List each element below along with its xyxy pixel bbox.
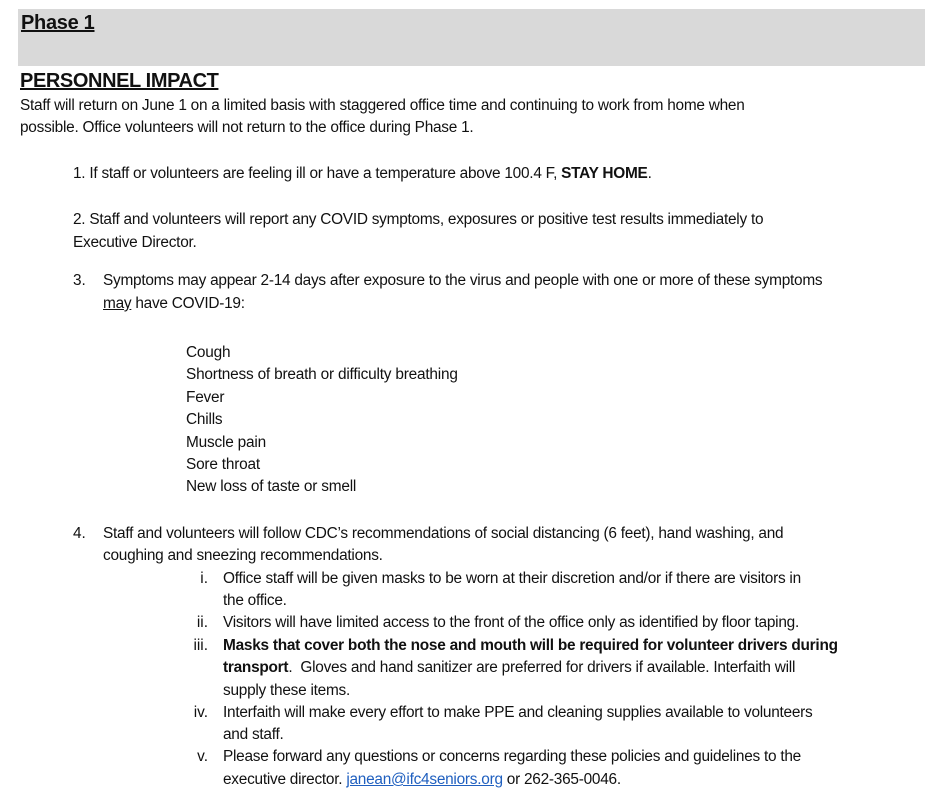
email-link[interactable]: janean@ifc4seniors.org (346, 771, 503, 788)
item-2-line-1: 2. Staff and volunteers will report any COVID symptoms, exposures or positive test results immediately to (73, 211, 764, 228)
subitem-iii-marker: iii. (193, 637, 208, 654)
item-4-line-2: coughing and sneezing recommendations. (103, 547, 383, 564)
item-1-bold: STAY HOME (561, 165, 648, 182)
subitem-v-line-2-end: or 262-365-0046. (502, 771, 621, 788)
symptom-item: Sore throat (186, 456, 260, 473)
subitem-i-line-1: Office staff will be given masks to be worn at their discretion and/or if there are visitors in (223, 570, 801, 587)
subitem-iii-line-2-rest: . Gloves and hand sanitizer are preferred for drivers if available. Interfaith will (288, 659, 796, 676)
subitem-ii-marker: ii. (196, 614, 208, 631)
item-3-number: 3. (73, 272, 86, 289)
item-4-line-1: Staff and volunteers will follow CDC’s recommendations of social distancing (6 feet), hand washing, and (103, 525, 784, 542)
item-3-line-2 (103, 293, 245, 315)
symptom-item: Shortness of breath or difficulty breathing (186, 366, 458, 383)
subitem-iv-marker: iv. (193, 704, 208, 721)
subitem-iii-line-1: Masks that cover both the nose and mouth will be required for volunteer drivers during (223, 637, 838, 654)
subitem-v-marker: v. (197, 748, 208, 765)
symptom-item: Fever (186, 389, 225, 406)
subitem-iii-line-3: supply these items. (223, 682, 350, 699)
section-title: PERSONNEL IMPACT (20, 70, 219, 92)
item-3-underlined-word: may (103, 295, 132, 312)
subitem-ii-line-1: Visitors will have limited access to the front of the office only as identified by floor taping. (223, 614, 799, 631)
item-1-text: 1. If staff or volunteers are feeling ill or have a temperature above 100.4 F, (73, 165, 562, 182)
subitem-iv-line-2: and staff. (223, 726, 284, 743)
subitem-iv-line-1: Interfaith will make every effort to make PPE and cleaning supplies available to volunteers (223, 704, 813, 721)
subitem-v-line-2-start: executive director. (223, 771, 347, 788)
item-2-line-2: Executive Director. (73, 234, 197, 251)
subitem-iii-line-2 (223, 657, 795, 679)
subitem-v-line-1: Please forward any questions or concerns regarding these policies and guidelines to the (223, 748, 801, 765)
subitem-v-line-2 (223, 769, 621, 791)
item-1-end: . (647, 165, 652, 182)
subitem-i-marker: i. (200, 570, 208, 587)
symptom-item: Muscle pain (186, 434, 266, 451)
subitem-i-line-2: the office. (223, 592, 287, 609)
symptom-item: Chills (186, 411, 223, 428)
phase-header-band (18, 9, 925, 66)
intro-line-1: Staff will return on June 1 on a limited basis with staggered office time and continuing to work from home when (20, 97, 745, 114)
phase-title: Phase 1 (21, 12, 95, 34)
symptom-item: New loss of taste or smell (186, 478, 357, 495)
intro-line-2: possible. Office volunteers will not return to the office during Phase 1. (20, 119, 474, 136)
item-4-number: 4. (73, 525, 86, 542)
item-1 (73, 163, 652, 185)
symptom-item: Cough (186, 344, 231, 361)
item-3-line-2-rest: have COVID-19: (131, 295, 245, 312)
item-3-line-1: Symptoms may appear 2-14 days after exposure to the virus and people with one or more of these symptoms (103, 272, 823, 289)
subitem-iii-bold-word: transport (223, 659, 289, 676)
